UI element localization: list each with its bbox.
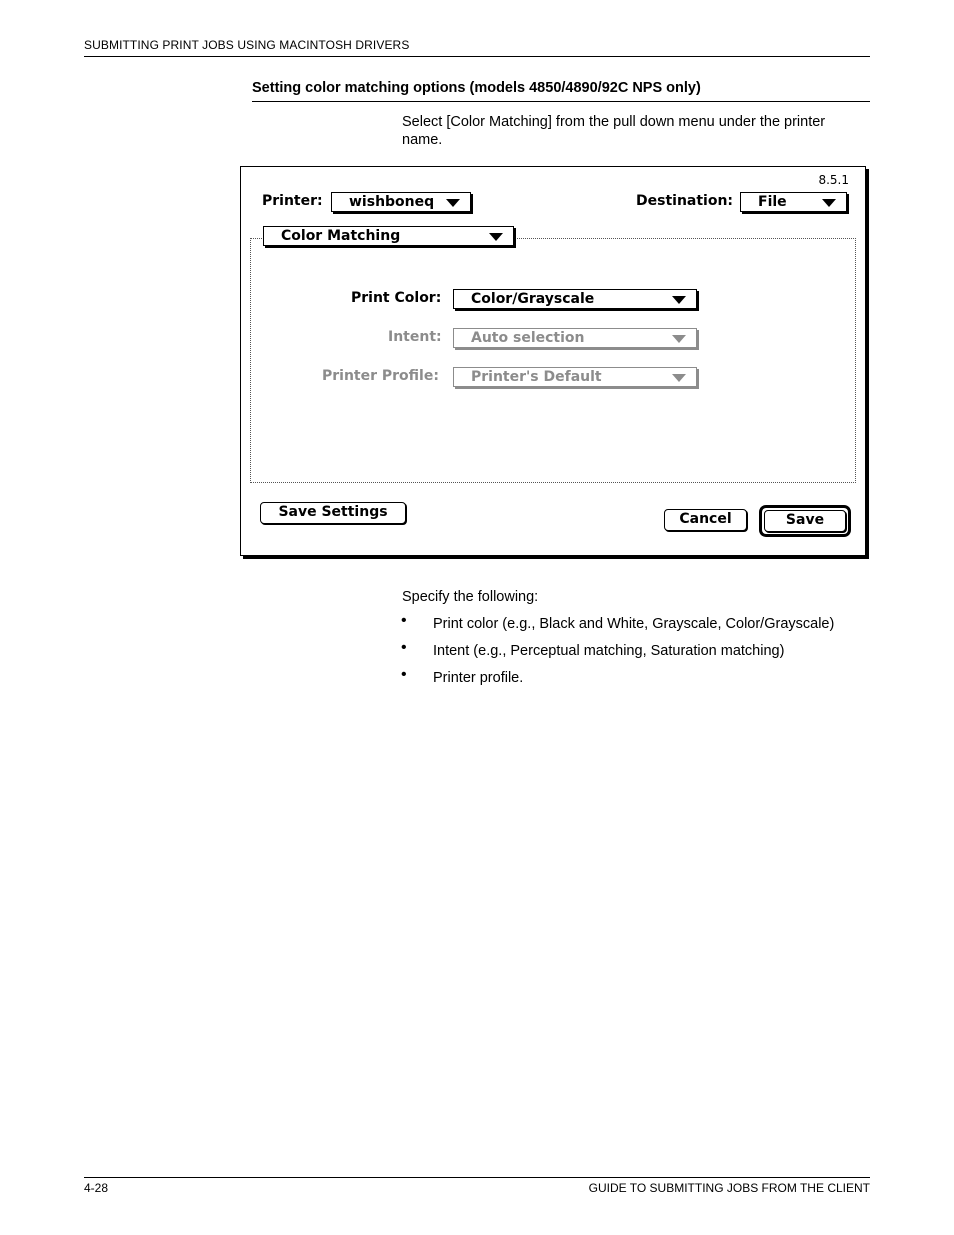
bullet-1: •	[401, 612, 407, 629]
bullet-2: •	[401, 639, 407, 656]
intro-line-1: Select [Color Matching] from the pull down menu under the printer	[402, 114, 826, 130]
chevron-down-icon	[672, 374, 686, 382]
specify-heading: Specify the following:	[402, 589, 539, 605]
chevron-down-icon	[446, 199, 460, 207]
section-title: Setting color matching options (models 4850/4890/92C NPS only)	[252, 80, 701, 96]
chevron-down-icon	[489, 233, 503, 241]
printer-profile-value: Printer's Default	[471, 369, 602, 385]
destination-value: File	[758, 194, 787, 210]
list-item: Print color (e.g., Black and White, Grayscale, Color/Grayscale)	[433, 616, 835, 632]
printer-profile-popup	[453, 367, 697, 387]
list-item: Intent (e.g., Perceptual matching, Saturation matching)	[433, 643, 785, 659]
footer-guide-title: GUIDE TO SUBMITTING JOBS FROM THE CLIENT	[588, 1181, 870, 1195]
save-button[interactable]: Save	[764, 510, 846, 532]
printer-value: wishboneq	[349, 194, 435, 210]
running-header: SUBMITTING PRINT JOBS USING MACINTOSH DRIVERS	[84, 38, 410, 52]
intro-line-2: name.	[402, 132, 443, 148]
cancel-button[interactable]: Cancel	[664, 509, 747, 531]
destination-popup[interactable]	[740, 192, 847, 212]
print-color-popup[interactable]	[453, 289, 697, 309]
intent-value: Auto selection	[471, 330, 585, 346]
chevron-down-icon	[672, 335, 686, 343]
intent-label: Intent:	[388, 329, 442, 345]
print-dialog	[240, 166, 866, 556]
footer-rule	[84, 1177, 870, 1178]
bullet-3: •	[401, 666, 407, 683]
save-settings-button[interactable]: Save Settings	[260, 502, 406, 524]
print-color-value: Color/Grayscale	[471, 291, 595, 307]
destination-label: Destination:	[636, 193, 734, 209]
intent-popup	[453, 328, 697, 348]
panel-popup[interactable]	[263, 226, 514, 246]
printer-label: Printer:	[262, 193, 323, 209]
version-label: 8.5.1	[818, 173, 849, 187]
panel-value: Color Matching	[281, 228, 401, 244]
printer-profile-label: Printer Profile:	[322, 368, 439, 384]
list-item: Printer profile.	[433, 670, 524, 686]
options-group-box	[250, 238, 856, 483]
section-title-rule	[252, 101, 870, 102]
printer-popup[interactable]	[331, 192, 471, 212]
print-color-label: Print Color:	[351, 290, 442, 306]
page-number: 4-28	[84, 1181, 109, 1195]
chevron-down-icon	[822, 199, 836, 207]
chevron-down-icon	[672, 296, 686, 304]
header-rule	[84, 56, 870, 57]
